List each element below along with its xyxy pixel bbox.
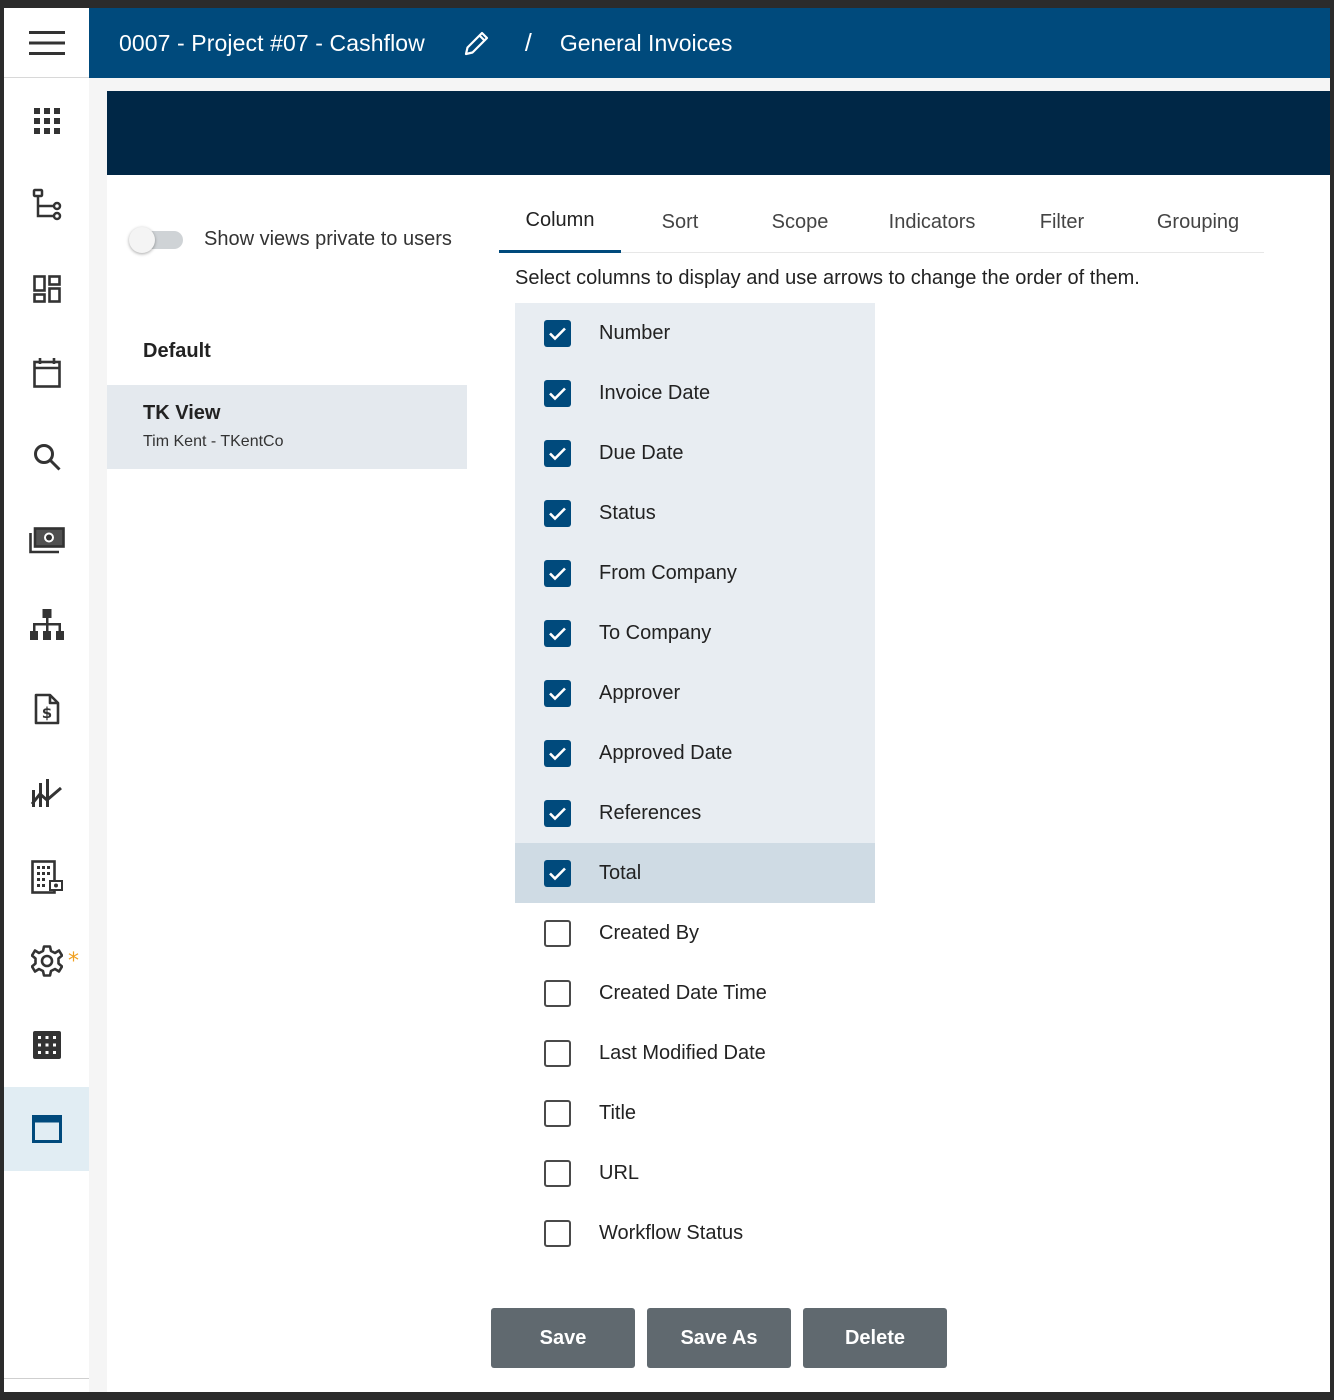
settings-icon (31, 945, 63, 977)
column-row[interactable] (515, 483, 875, 543)
rail-divider (4, 1378, 89, 1379)
rail-apps-button[interactable] (4, 79, 89, 163)
column-label: Total (599, 861, 642, 884)
header-bar (89, 8, 1330, 78)
view-name: TK View (143, 402, 221, 424)
private-views-label: Show views private to users (204, 227, 452, 250)
checkbox-checked[interactable] (544, 440, 571, 467)
view-name: Default (143, 339, 211, 362)
column-row[interactable] (515, 663, 875, 723)
column-label: Number (599, 321, 671, 344)
svg-text:$: $ (41, 704, 52, 722)
check-icon (548, 506, 567, 521)
column-row[interactable] (515, 423, 875, 483)
building-icon (31, 860, 63, 894)
check-icon (548, 686, 567, 701)
column-row[interactable] (515, 783, 875, 843)
rail-invoices-button[interactable] (4, 667, 89, 751)
settings-tabs (499, 191, 1264, 253)
column-row[interactable] (515, 363, 875, 423)
hamburger-icon (29, 30, 65, 56)
column-label: From Company (599, 561, 737, 584)
breadcrumb-separator: / (524, 28, 532, 57)
view-item-default[interactable] (107, 321, 467, 381)
rail-workflow-button[interactable] (4, 163, 89, 247)
content-banner (107, 91, 1330, 175)
column-label: URL (599, 1161, 640, 1184)
checkbox-unchecked[interactable] (544, 920, 571, 947)
page-title: General Invoices (559, 29, 733, 56)
action-buttons (491, 1308, 947, 1368)
column-label: Created By (599, 921, 700, 944)
view-owner: Tim Kent - TKentCo (143, 433, 284, 450)
calculator-icon (33, 1031, 61, 1059)
app-frame (4, 8, 1330, 1392)
check-icon (548, 326, 567, 341)
rail-settings-button[interactable] (4, 919, 89, 1003)
column-row[interactable] (515, 963, 875, 1023)
column-row[interactable] (515, 1083, 875, 1143)
settings-badge: * (68, 949, 79, 974)
apps-grid-icon (34, 108, 60, 134)
checkbox-checked[interactable] (544, 320, 571, 347)
check-icon (548, 746, 567, 761)
checkbox-checked[interactable] (544, 500, 571, 527)
workflow-tree-icon (32, 188, 62, 222)
column-label: Approved Date (599, 741, 733, 764)
column-row[interactable] (515, 1203, 875, 1263)
rail-org-chart-button[interactable] (4, 583, 89, 667)
tab-filter[interactable]: Filter (1039, 210, 1085, 233)
calendar-icon (33, 358, 61, 388)
private-views-toggle[interactable] (129, 225, 185, 253)
check-icon (548, 806, 567, 821)
column-label: Status (599, 501, 656, 524)
check-icon (548, 566, 567, 581)
rail-calendar-button[interactable] (4, 331, 89, 415)
check-icon (548, 626, 567, 641)
pencil-icon (463, 29, 491, 57)
column-label: Approver (599, 681, 681, 704)
rail-dashboard-button[interactable] (4, 247, 89, 331)
column-list (515, 303, 875, 1263)
column-row[interactable] (515, 723, 875, 783)
column-row[interactable] (515, 903, 875, 963)
column-label: Title (599, 1101, 637, 1124)
checkbox-checked[interactable] (544, 380, 571, 407)
checkbox-unchecked[interactable] (544, 1220, 571, 1247)
column-row[interactable] (515, 1143, 875, 1203)
checkbox-unchecked[interactable] (544, 1160, 571, 1187)
check-icon (548, 386, 567, 401)
dashboard-icon (33, 275, 61, 303)
left-rail (4, 8, 89, 1392)
column-label: Due Date (599, 441, 684, 464)
cash-icon (29, 527, 65, 555)
tab-column[interactable]: Column (499, 191, 621, 253)
checkbox-unchecked[interactable] (544, 1100, 571, 1127)
save-button[interactable]: Save (491, 1308, 635, 1368)
hamburger-menu-button[interactable] (4, 8, 89, 78)
rail-calculator-button[interactable] (4, 1003, 89, 1087)
column-row[interactable] (515, 843, 875, 903)
column-label: Last Modified Date (599, 1041, 766, 1064)
org-chart-icon (30, 609, 64, 641)
rail-cash-button[interactable] (4, 499, 89, 583)
rail-window-button[interactable] (4, 1087, 89, 1171)
checkbox-checked[interactable] (544, 740, 571, 767)
check-icon (548, 866, 567, 881)
checkbox-checked[interactable] (544, 680, 571, 707)
checkbox-checked[interactable] (544, 560, 571, 587)
checkbox-unchecked[interactable] (544, 1040, 571, 1067)
rail-buildings-button[interactable] (4, 835, 89, 919)
column-row[interactable] (515, 603, 875, 663)
column-instructions: Select columns to display and use arrows to change the order of them. (515, 267, 1140, 289)
column-row[interactable] (515, 543, 875, 603)
column-label: To Company (599, 621, 712, 644)
tab-sort[interactable]: Sort (661, 210, 699, 233)
view-item-tk-view[interactable] (107, 385, 467, 469)
column-label: Workflow Status (599, 1221, 744, 1244)
delete-button[interactable]: Delete (803, 1308, 947, 1368)
column-label: Created Date Time (599, 981, 767, 1004)
column-label: Invoice Date (599, 381, 711, 404)
search-icon (33, 443, 61, 471)
column-row[interactable] (515, 303, 875, 363)
checkbox-checked[interactable] (544, 800, 571, 827)
check-icon (548, 446, 567, 461)
view-settings-panel (107, 91, 1330, 1392)
breadcrumb-project[interactable]: 0007 - Project #07 - Cashflow (119, 29, 425, 56)
save-as-button[interactable]: Save As (647, 1308, 791, 1368)
tab-grouping[interactable]: Grouping (1156, 210, 1240, 233)
checkbox-checked[interactable] (544, 620, 571, 647)
column-row[interactable] (515, 1023, 875, 1083)
invoice-dollar-icon (34, 693, 60, 725)
private-views-toggle-row (129, 225, 452, 253)
rail-search-button[interactable] (4, 415, 89, 499)
rail-analytics-button[interactable] (4, 751, 89, 835)
tab-indicators[interactable]: Indicators (888, 210, 976, 233)
edit-project-button[interactable] (463, 29, 491, 57)
checkbox-unchecked[interactable] (544, 980, 571, 1007)
column-label: References (599, 801, 702, 824)
checkbox-checked[interactable] (544, 860, 571, 887)
tab-scope[interactable]: Scope (771, 210, 829, 233)
window-icon (32, 1115, 62, 1143)
analytics-icon (31, 778, 63, 808)
toggle-knob (129, 227, 155, 253)
